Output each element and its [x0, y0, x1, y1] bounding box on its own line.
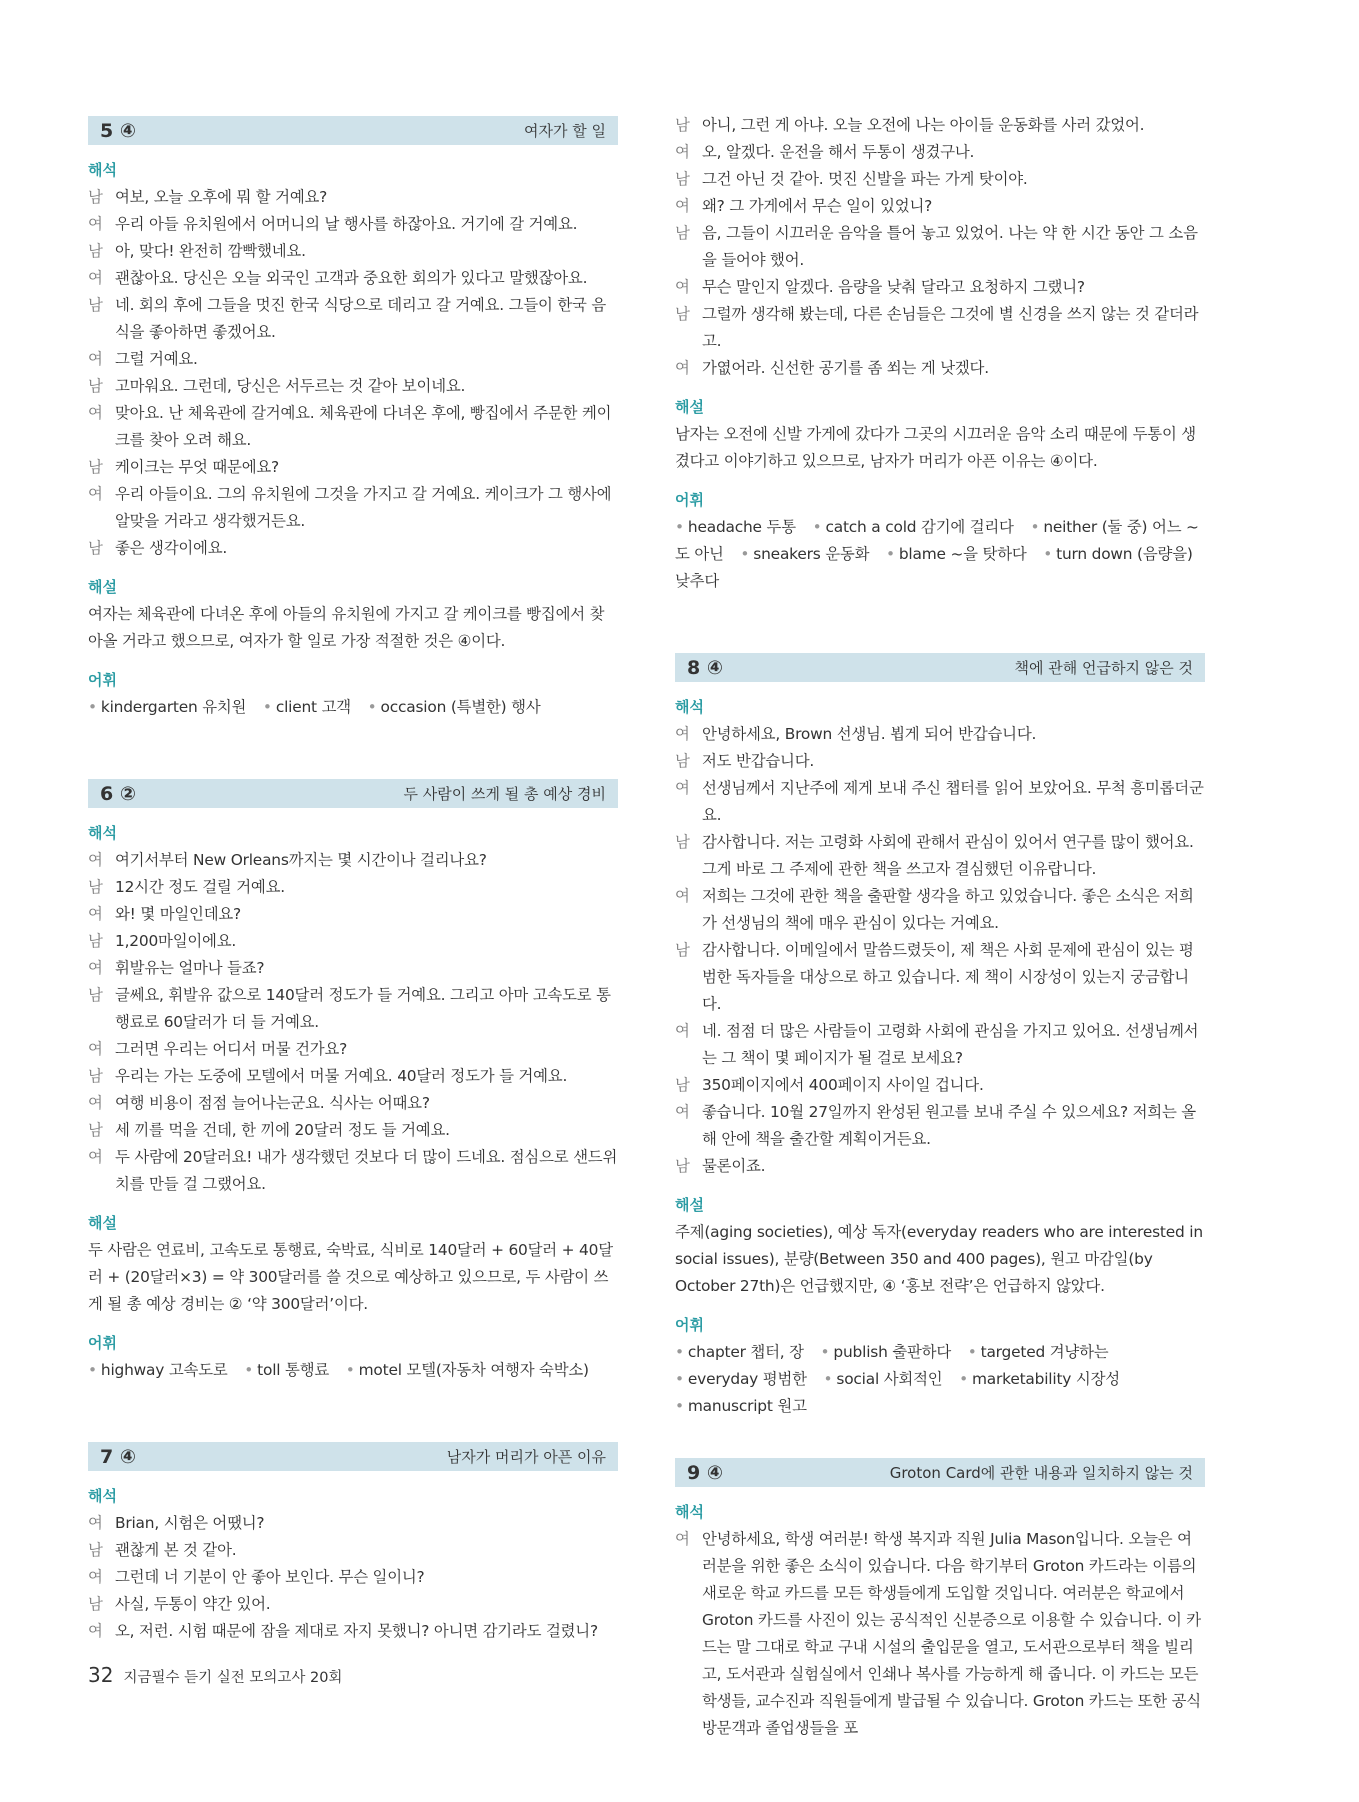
dialogue-line [675, 1153, 1205, 1180]
dialogue-line [88, 1063, 618, 1090]
vocab-text: highway 고속도로 [100, 1361, 228, 1379]
vocab-item [886, 545, 1027, 563]
bullet-icon: • [1043, 545, 1053, 563]
speaker-label: 여 [675, 887, 690, 905]
dialogue-text: 가엾어라. 신선한 공기를 좀 쐬는 게 낫겠다. [702, 359, 989, 377]
dialogue-text: 그런데 너 기분이 안 좋아 보인다. 무슨 일이니? [115, 1568, 425, 1586]
dialogue-text: 우리 아들이요. 그의 유치원에 그것을 가지고 갈 거예요. 케이크가 그 행사에 알맞을 거라고 생각했거든요. [115, 485, 612, 530]
speaker-label: 여 [88, 1040, 103, 1058]
vocab-item [740, 545, 869, 563]
dialogue-line [88, 1618, 618, 1645]
speaker-label: 남 [88, 1595, 103, 1613]
speaker-label: 여 [88, 485, 103, 503]
bullet-icon: • [367, 698, 377, 716]
vocab-item [263, 698, 351, 716]
vocab-item [675, 1370, 807, 1388]
dialogue-text: 안녕하세요, 학생 여러분! 학생 복지과 직원 Julia Mason입니다. 오늘은 여러분을 위한 좋은 소식이 있습니다. 다음 학기부터 Groton 카드라는 이름의 새로운 학교 카드를 모든 학생들에게 도입할 것입니다. 여러분은 학교에서 Groton 카드를 사진이 있는 공식적인 신분증으로 이용할 수 있습니다. 이 카드는 말 그대로 학교 구내 시설의 출입문을 열고, 도서관으로부터 책을 빌리고, 도서관과 실험실에서 인쇄나 복사를 가능하게 해 줍니다. 이 카드는 모든 학생들, 교수진과 직원들에게 발급될 수 있습니다. Groton 카드는 또한 공식 방문객과 졸업생들을 포 [702, 1530, 1201, 1737]
question-header-5 [88, 116, 618, 145]
dialogue-text: 오, 알겠다. 운전을 해서 두통이 생겼구나. [702, 143, 975, 161]
page-footer [88, 1663, 342, 1687]
speaker-label: 여 [675, 143, 690, 161]
vocab-text: occasion (특별한) 행사 [380, 698, 541, 716]
speaker-label: 여 [88, 215, 103, 233]
dialogue [675, 721, 1205, 1180]
dialogue-text: 저희는 그것에 관한 책을 출판할 생각을 하고 있었습니다. 좋은 소식은 저희가 선생님의 책에 매우 관심이 있다는 거예요. [702, 887, 1194, 932]
question-topic: 남자가 머리가 아픈 이유 [446, 1448, 606, 1466]
question-header-8 [675, 653, 1205, 682]
vocab-item [959, 1370, 1120, 1388]
speaker-label: 여 [675, 278, 690, 296]
dialogue-continued [675, 112, 1205, 382]
bullet-icon: • [823, 1370, 833, 1388]
dialogue-line [88, 1537, 618, 1564]
dialogue-line [675, 748, 1205, 775]
vocab-item [675, 1397, 807, 1415]
section-label-interp: 해석 [88, 1487, 117, 1505]
dialogue-line [675, 1099, 1205, 1153]
dialogue-line [88, 1144, 618, 1198]
speaker-label: 남 [88, 377, 103, 395]
vocab-item [88, 698, 246, 716]
dialogue-line [88, 1564, 618, 1591]
dialogue-line [88, 928, 618, 955]
bullet-icon: • [675, 1397, 684, 1415]
question-topic: Groton Card에 관한 내용과 일치하지 않는 것 [889, 1464, 1193, 1482]
question-topic: 여자가 할 일 [524, 122, 606, 140]
dialogue-line [88, 1036, 618, 1063]
speaker-label: 여 [88, 404, 103, 422]
dialogue-text: 그건 아닌 것 같아. 멋진 신발을 파는 가게 탓이야. [702, 170, 1028, 188]
vocab-list [675, 514, 1205, 595]
section-label-expl: 해설 [675, 1196, 704, 1214]
vocab-list [675, 1339, 1205, 1420]
speaker-label: 남 [88, 242, 103, 260]
speaker-label: 남 [675, 1157, 690, 1175]
bullet-icon: • [812, 518, 822, 536]
dialogue-line [675, 937, 1205, 1018]
vocab-text: toll 통행료 [257, 1361, 330, 1379]
vocab-text: publish 출판하다 [833, 1343, 952, 1361]
speaker-label: 남 [88, 458, 103, 476]
section-label-interp: 해석 [88, 161, 117, 179]
bullet-icon: • [88, 698, 97, 716]
dialogue-line [675, 355, 1205, 382]
vocab-text: marketability 시장성 [972, 1370, 1120, 1388]
question-header-6 [88, 779, 618, 808]
vocab-list [88, 1357, 618, 1384]
vocab-text: manuscript 원고 [687, 1397, 807, 1415]
dialogue-line [675, 166, 1205, 193]
dialogue-text: 선생님께서 지난주에 제게 보내 주신 챕터를 읽어 보았어요. 무척 흥미롭더군요. [702, 779, 1204, 824]
vocab-text: neither (둘 중) 어느 ~도 아닌 [675, 518, 1199, 563]
dialogue-text: 네. 점점 더 많은 사람들이 고령화 사회에 관심을 가지고 있어요. 선생님께서는 그 책이 몇 페이지가 될 걸로 보세요? [702, 1022, 1199, 1067]
speaker-label: 여 [675, 725, 690, 743]
dialogue-line [88, 238, 618, 265]
bullet-icon: • [885, 545, 895, 563]
dialogue-line [675, 301, 1205, 355]
question-topic: 책에 관해 언급하지 않은 것 [1014, 659, 1193, 677]
dialogue-line [675, 1018, 1205, 1072]
dialogue-text: 네. 회의 후에 그들을 멋진 한국 식당으로 데리고 갈 거예요. 그들이 한국 음식을 좋아하면 좋겠어요. [115, 296, 607, 341]
question-number: 7 ④ [100, 1445, 136, 1468]
page-number: 32 [88, 1663, 114, 1687]
dialogue-line [88, 982, 618, 1036]
dialogue-text: 무슨 말인지 알겠다. 음량을 낮춰 달라고 요청하지 그랬니? [702, 278, 1085, 296]
speaker-label: 여 [675, 1103, 690, 1121]
vocab-item [675, 518, 796, 536]
dialogue-line [675, 139, 1205, 166]
speaker-label: 남 [88, 188, 103, 206]
explanation: 주제(aging societies), 예상 독자(everyday readers who are interested in social issues), 분량(Between 350 and 400 pages), 원고 마감일(by October 27th)은 언급했지만, ④ ‘홍보 전략’은 언급하지 않았다. [675, 1223, 1203, 1295]
speaker-label: 남 [675, 170, 690, 188]
question-header-7 [88, 1442, 618, 1471]
dialogue-text: 감사합니다. 이메일에서 말씀드렸듯이, 제 책은 사회 문제에 관심이 있는 평범한 독자들을 대상으로 하고 있습니다. 제 책이 시장성이 있는지 궁금합니다. [702, 941, 1194, 1013]
dialogue-line [675, 1526, 1205, 1742]
question-number: 5 ④ [100, 119, 136, 142]
section-label-vocab: 어휘 [675, 491, 704, 509]
dialogue-text: 350페이지에서 400페이지 사이일 겁니다. [702, 1076, 984, 1094]
dialogue-text: 왜? 그 가게에서 무슨 일이 있었니? [702, 197, 933, 215]
dialogue-text: 12시간 정도 걸릴 거예요. [115, 878, 285, 896]
dialogue [88, 847, 618, 1198]
speaker-label: 남 [675, 305, 690, 323]
dialogue-line [675, 193, 1205, 220]
speaker-label: 여 [88, 1622, 103, 1640]
dialogue-line [88, 1591, 618, 1618]
dialogue-line [88, 292, 618, 346]
vocab-text: headache 두통 [687, 518, 796, 536]
dialogue-line [88, 955, 618, 982]
right-column [675, 112, 1205, 1742]
dialogue-text: Brian, 시험은 어땠니? [115, 1514, 265, 1532]
vocab-text: blame ~을 탓하다 [898, 545, 1027, 563]
vocab-text: kindergarten 유치원 [100, 698, 247, 716]
speaker-label: 남 [88, 932, 103, 950]
vocab-item [813, 518, 1014, 536]
speaker-label: 남 [675, 752, 690, 770]
question-number: 8 ④ [687, 656, 723, 679]
vocab-item [88, 1361, 228, 1379]
vocab-item [346, 1361, 589, 1379]
dialogue-text: 안녕하세요, Brown 선생님. 뵙게 되어 반갑습니다. [702, 725, 1037, 743]
dialogue-text: 여보, 오늘 오후에 뭐 할 거예요? [115, 188, 328, 206]
vocab-text: sneakers 운동화 [753, 545, 870, 563]
section-label-vocab: 어휘 [675, 1316, 704, 1334]
dialogue-text: 그럴 거예요. [115, 350, 198, 368]
vocab-text: social 사회적인 [836, 1370, 943, 1388]
dialogue [88, 1510, 618, 1645]
bullet-icon: • [967, 1343, 977, 1361]
speaker-label: 여 [88, 1514, 103, 1532]
dialogue-text: 와! 몇 마일인데요? [115, 905, 241, 923]
vocab-text: targeted 겨냥하는 [980, 1343, 1109, 1361]
dialogue-line [88, 1090, 618, 1117]
dialogue-line [675, 112, 1205, 139]
speaker-label: 남 [88, 1121, 103, 1139]
speaker-label: 남 [675, 116, 690, 134]
dialogue-text: 여행 비용이 점점 늘어나는군요. 식사는 어때요? [115, 1094, 430, 1112]
dialogue-line [88, 454, 618, 481]
dialogue-line [88, 1510, 618, 1537]
question-header-9 [675, 1458, 1205, 1487]
dialogue-line [88, 373, 618, 400]
dialogue-line [88, 400, 618, 454]
dialogue-text: 글쎄요, 휘발유 값으로 140달러 정도가 들 거예요. 그리고 아마 고속도로 통행료로 60달러가 더 들 거예요. [115, 986, 611, 1031]
speaker-label: 남 [675, 833, 690, 851]
vocab-text: catch a cold 감기에 걸리다 [825, 518, 1014, 536]
vocab-text: everyday 평범한 [687, 1370, 807, 1388]
dialogue-line [88, 847, 618, 874]
dialogue-text: 괜찮게 본 것 같아. [115, 1541, 237, 1559]
dialogue-line [675, 220, 1205, 274]
book-title: 지금필수 듣기 실전 모의고사 20회 [123, 1670, 343, 1686]
speaker-label: 남 [675, 224, 690, 242]
bullet-icon: • [262, 698, 272, 716]
bullet-icon: • [1030, 518, 1040, 536]
speaker-label: 남 [88, 296, 103, 314]
speaker-label: 여 [88, 1148, 103, 1166]
section-label-expl: 해설 [88, 1214, 117, 1232]
dialogue-line [675, 721, 1205, 748]
vocab-item [968, 1343, 1109, 1361]
speaker-label: 남 [88, 539, 103, 557]
speaker-label: 여 [675, 359, 690, 377]
dialogue-line [88, 535, 618, 562]
speaker-label: 여 [88, 269, 103, 287]
vocab-item [244, 1361, 329, 1379]
dialogue-text: 저도 반갑습니다. [702, 752, 815, 770]
vocab-item [823, 1370, 942, 1388]
question-number: 6 ② [100, 782, 136, 805]
dialogue-line [88, 874, 618, 901]
dialogue-text: 그럴까 생각해 봤는데, 다른 손님들은 그것에 별 신경을 쓰지 않는 것 같더라고. [702, 305, 1199, 350]
speaker-label: 남 [675, 1076, 690, 1094]
dialogue-text: 감사합니다. 저는 고령화 사회에 관해서 관심이 있어서 연구를 많이 했어요. 그게 바로 그 주제에 관한 책을 쓰고자 결심했던 이유랍니다. [702, 833, 1194, 878]
speaker-label: 여 [88, 350, 103, 368]
vocab-list [88, 694, 618, 721]
section-label-vocab: 어휘 [88, 1334, 117, 1352]
bullet-icon: • [820, 1343, 830, 1361]
dialogue-text: 세 끼를 먹을 건데, 한 끼에 20달러 정도 들 거예요. [115, 1121, 450, 1139]
section-label-interp: 해석 [675, 698, 704, 716]
dialogue-line [88, 184, 618, 211]
speaker-label: 남 [88, 1067, 103, 1085]
dialogue-text: 여기서부터 New Orleans까지는 몇 시간이나 걸리나요? [115, 851, 487, 869]
dialogue-text: 우리 아들 유치원에서 어머니의 날 행사를 하잖아요. 거기에 갈 거예요. [115, 215, 578, 233]
dialogue-text: 아니, 그런 게 아냐. 오늘 오전에 나는 아이들 운동화를 사러 갔었어. [702, 116, 1145, 134]
dialogue-line [88, 346, 618, 373]
dialogue-text: 고마워요. 그런데, 당신은 서두르는 것 같아 보이네요. [115, 377, 466, 395]
dialogue-text: 휘발유는 얼마나 들죠? [115, 959, 265, 977]
explanation: 두 사람은 연료비, 고속도로 통행료, 숙박료, 식비로 140달러 + 60달러 + 40달러 + (20달러×3) = 약 300달러를 쓸 것으로 예상하고 있으므로, 두 사람이 쓰게 될 총 예상 경비는 ② ‘약 300달러’이다. [88, 1241, 613, 1313]
dialogue-line [675, 1072, 1205, 1099]
section-label-interp: 해석 [88, 824, 117, 842]
section-label-vocab: 어휘 [88, 671, 117, 689]
speaker-label: 여 [675, 1022, 690, 1040]
bullet-icon: • [244, 1361, 254, 1379]
dialogue-line [675, 883, 1205, 937]
bullet-icon: • [675, 1343, 684, 1361]
dialogue-text: 1,200마일이에요. [115, 932, 237, 950]
speaker-label: 남 [675, 941, 690, 959]
dialogue-text: 우리는 가는 도중에 모텔에서 머물 거예요. 40달러 정도가 들 거예요. [115, 1067, 568, 1085]
speaker-label: 여 [675, 779, 690, 797]
left-column [88, 116, 618, 1645]
dialogue-text: 좋은 생각이에요. [115, 539, 228, 557]
bullet-icon: • [675, 518, 684, 536]
dialogue-line [88, 265, 618, 292]
explanation: 남자는 오전에 신발 가게에 갔다가 그곳의 시끄러운 음악 소리 때문에 두통이 생겼다고 이야기하고 있으므로, 남자가 머리가 아픈 이유는 ④이다. [675, 425, 1196, 470]
speaker-label: 남 [88, 878, 103, 896]
vocab-item [675, 1343, 804, 1361]
dialogue [675, 1526, 1205, 1742]
bullet-icon: • [88, 1361, 97, 1379]
dialogue-line [675, 829, 1205, 883]
dialogue-text: 그러면 우리는 어디서 머물 건가요? [115, 1040, 348, 1058]
dialogue-text: 괜찮아요. 당신은 오늘 외국인 고객과 중요한 회의가 있다고 말했잖아요. [115, 269, 588, 287]
vocab-text: client 고객 [275, 698, 351, 716]
dialogue-text: 음, 그들이 시끄러운 음악을 틀어 놓고 있었어. 나는 약 한 시간 동안 그 소음을 들어야 했어. [702, 224, 1198, 269]
dialogue-text: 사실, 두통이 약간 있어. [115, 1595, 271, 1613]
speaker-label: 여 [88, 905, 103, 923]
dialogue-text: 좋습니다. 10월 27일까지 완성된 원고를 보내 주실 수 있으세요? 저희는 올해 안에 책을 출간할 계획이거든요. [702, 1103, 1196, 1148]
bullet-icon: • [959, 1370, 969, 1388]
vocab-text: motel 모텔(자동차 여행자 숙박소) [358, 1361, 589, 1379]
dialogue-text: 오, 저런. 시험 때문에 잠을 제대로 자지 못했니? 아니면 감기라도 걸렸니? [115, 1622, 598, 1640]
dialogue-text: 맞아요. 난 체육관에 갈거예요. 체육관에 다녀온 후에, 빵집에서 주문한 케이크를 찾아 오려 해요. [115, 404, 612, 449]
speaker-label: 여 [88, 1094, 103, 1112]
speaker-label: 여 [88, 851, 103, 869]
section-label-expl: 해설 [675, 398, 704, 416]
vocab-text: chapter 챕터, 장 [687, 1343, 804, 1361]
bullet-icon: • [740, 545, 750, 563]
dialogue-text: 아, 맞다! 완전히 깜빡했네요. [115, 242, 306, 260]
dialogue-line [675, 775, 1205, 829]
question-topic: 두 사람이 쓰게 될 총 예상 경비 [403, 785, 606, 803]
dialogue-line [88, 211, 618, 238]
dialogue-text: 물론이죠. [702, 1157, 766, 1175]
vocab-text: turn down (음량을) 낮추다 [675, 545, 1193, 590]
dialogue-line [88, 481, 618, 535]
vocab-item [821, 1343, 951, 1361]
bullet-icon: • [345, 1361, 355, 1379]
dialogue-line [88, 901, 618, 928]
speaker-label: 여 [675, 1530, 690, 1548]
dialogue-text: 두 사람에 20달러요! 내가 생각했던 것보다 더 많이 드네요. 점심으로 샌드위치를 만들 걸 그랬어요. [115, 1148, 618, 1193]
dialogue-line [675, 274, 1205, 301]
section-label-interp: 해석 [675, 1503, 704, 1521]
speaker-label: 여 [675, 197, 690, 215]
speaker-label: 여 [88, 1568, 103, 1586]
dialogue-text: 케이크는 무엇 때문에요? [115, 458, 280, 476]
explanation: 여자는 체육관에 다녀온 후에 아들의 유치원에 가지고 갈 케이크를 빵집에서 찾아올 거라고 했으므로, 여자가 할 일로 가장 적절한 것은 ④이다. [88, 605, 605, 650]
dialogue-line [88, 1117, 618, 1144]
bullet-icon: • [675, 1370, 684, 1388]
speaker-label: 남 [88, 986, 103, 1004]
section-label-expl: 해설 [88, 578, 117, 596]
speaker-label: 남 [88, 1541, 103, 1559]
question-number: 9 ④ [687, 1461, 723, 1484]
dialogue [88, 184, 618, 562]
vocab-item [368, 698, 541, 716]
speaker-label: 여 [88, 959, 103, 977]
